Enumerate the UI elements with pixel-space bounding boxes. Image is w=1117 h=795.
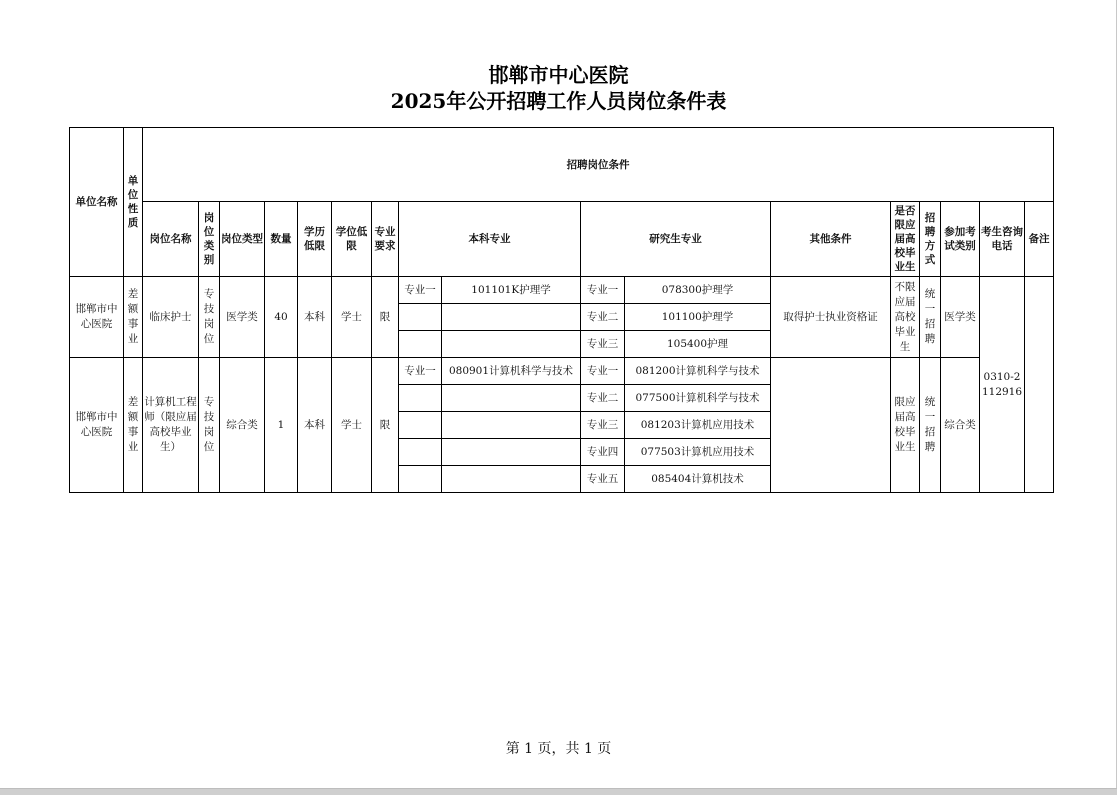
major-required-cell: 限 [372, 277, 399, 358]
grad-major-label: 专业一 [581, 358, 625, 385]
exam-category-cell: 综合类 [941, 358, 980, 493]
undergrad-major-label [399, 385, 442, 412]
header-grad-major: 研究生专业 [581, 202, 771, 277]
header-recruit-method: 招聘方式 [920, 202, 941, 277]
major-required-cell: 限 [372, 358, 399, 493]
header-contact-phone: 考生咨询电话 [980, 202, 1025, 277]
education-min-cell: 本科 [298, 358, 332, 493]
undergrad-major-label [399, 412, 442, 439]
page-edge-bottom [0, 788, 1117, 795]
post-name-cell: 计算机工程师（限应届高校毕业生） [143, 358, 199, 493]
grad-major-value: 081200计算机科学与技术 [625, 358, 771, 385]
header-post-type: 岗位类型 [220, 202, 265, 277]
unit-nature-cell: 差额事业 [124, 358, 143, 493]
table-row [70, 277, 1054, 304]
grad-major-label: 专业二 [581, 304, 625, 331]
grad-major-value: 077500计算机科学与技术 [625, 385, 771, 412]
page-footer: 第 1 页，共 1 页 [505, 741, 612, 757]
contact-phone-cell: 0310-2112916 [980, 277, 1025, 493]
header-undergrad-major: 本科专业 [399, 202, 581, 277]
undergrad-major-value [442, 385, 581, 412]
document-subtitle: 2025年公开招聘工作人员岗位条件表 [390, 89, 727, 113]
header-unit-nature: 单位性质 [124, 128, 143, 277]
header-unit-name: 单位名称 [70, 128, 124, 277]
other-conditions-cell [771, 358, 891, 493]
undergrad-major-value [442, 439, 581, 466]
remarks-cell [1025, 277, 1054, 493]
recruit-method-cell: 统一招聘 [920, 277, 941, 358]
undergrad-major-value: 101101K护理学 [442, 277, 581, 304]
unit-nature-cell: 差额事业 [124, 277, 143, 358]
quantity-cell: 1 [265, 358, 298, 493]
exam-category-cell: 医学类 [941, 277, 980, 358]
post-category-cell: 专技岗位 [199, 358, 220, 493]
grad-major-label: 专业一 [581, 277, 625, 304]
grad-major-label: 专业三 [581, 412, 625, 439]
header-remarks: 备注 [1025, 202, 1054, 277]
recruit-method-cell: 统一招聘 [920, 358, 941, 493]
post-category-cell: 专技岗位 [199, 277, 220, 358]
undergrad-major-label [399, 304, 442, 331]
grad-major-label: 专业五 [581, 466, 625, 493]
grad-major-value: 077503计算机应用技术 [625, 439, 771, 466]
grad-major-value: 081203计算机应用技术 [625, 412, 771, 439]
header-conditions-group: 招聘岗位条件 [143, 128, 1054, 202]
grad-major-label: 专业四 [581, 439, 625, 466]
post-type-cell: 医学类 [220, 277, 265, 358]
other-conditions-cell: 取得护士执业资格证 [771, 277, 891, 358]
degree-min-cell: 学士 [332, 277, 372, 358]
grad-major-value: 101100护理学 [625, 304, 771, 331]
unit-name-cell: 邯郸市中心医院 [70, 358, 124, 493]
quantity-cell: 40 [265, 277, 298, 358]
grad-major-value: 078300护理学 [625, 277, 771, 304]
education-min-cell: 本科 [298, 277, 332, 358]
grad-major-label: 专业二 [581, 385, 625, 412]
header-quantity: 数量 [265, 202, 298, 277]
header-row-1 [70, 128, 1054, 202]
header-fresh-grad-only: 是否限应届高校毕业生 [891, 202, 920, 277]
header-degree-min: 学位低限 [332, 202, 372, 277]
header-post-name: 岗位名称 [143, 202, 199, 277]
grad-major-value: 085404计算机技术 [625, 466, 771, 493]
header-post-category: 岗位类别 [199, 202, 220, 277]
header-row-2 [70, 202, 1054, 277]
unit-name-cell: 邯郸市中心医院 [70, 277, 124, 358]
header-major-required: 专业要求 [372, 202, 399, 277]
document-title: 邯郸市中心医院 [488, 63, 629, 87]
grad-major-label: 专业三 [581, 331, 625, 358]
undergrad-major-value [442, 412, 581, 439]
undergrad-major-label: 专业一 [399, 358, 442, 385]
degree-min-cell: 学士 [332, 358, 372, 493]
undergrad-major-label [399, 331, 442, 358]
undergrad-major-value [442, 331, 581, 358]
undergrad-major-label [399, 466, 442, 493]
header-exam-category: 参加考试类别 [941, 202, 980, 277]
post-type-cell: 综合类 [220, 358, 265, 493]
undergrad-major-value [442, 304, 581, 331]
fresh-grad-only-cell: 不限应届高校毕业生 [891, 277, 920, 358]
header-other-conditions: 其他条件 [771, 202, 891, 277]
post-name-cell: 临床护士 [143, 277, 199, 358]
fresh-grad-only-cell: 限应届高校毕业生 [891, 358, 920, 493]
recruitment-table [69, 127, 1054, 493]
header-education-min: 学历低限 [298, 202, 332, 277]
undergrad-major-label: 专业一 [399, 277, 442, 304]
undergrad-major-value [442, 466, 581, 493]
undergrad-major-value: 080901计算机科学与技术 [442, 358, 581, 385]
undergrad-major-label [399, 439, 442, 466]
table-row [70, 358, 1054, 385]
grad-major-value: 105400护理 [625, 331, 771, 358]
